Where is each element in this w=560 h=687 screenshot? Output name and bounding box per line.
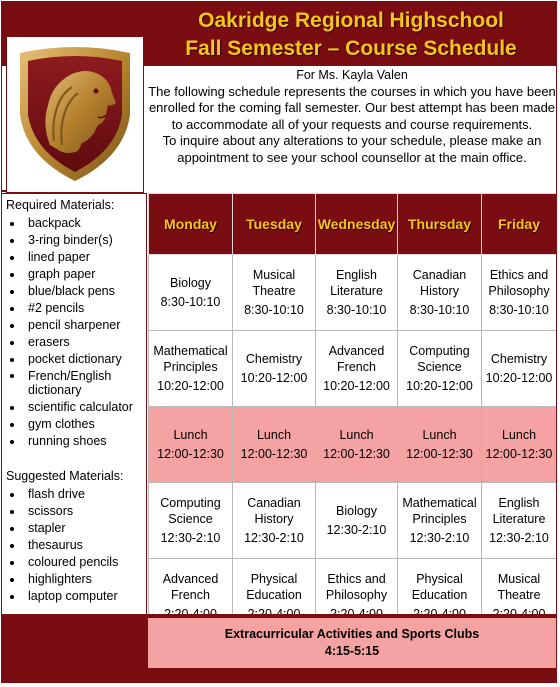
course-name: Advanced French bbox=[328, 343, 385, 375]
course-time: 12:30-2:10 bbox=[160, 530, 221, 545]
day-header-row bbox=[149, 194, 557, 255]
course-time: 10:20-12:00 bbox=[157, 378, 224, 393]
school-logo bbox=[6, 36, 144, 193]
schedule-cell bbox=[149, 331, 233, 407]
course-name: Canadian History bbox=[412, 267, 467, 299]
course-name: Biology bbox=[336, 504, 377, 518]
day-header-wednesday: Wednesday bbox=[316, 194, 398, 255]
material-item: scientific calculator bbox=[2, 399, 143, 416]
schedule-cell bbox=[233, 255, 316, 331]
day-header-tuesday: Tuesday bbox=[233, 194, 316, 255]
intro-text bbox=[148, 66, 556, 190]
schedule-cell bbox=[316, 407, 398, 483]
course-name: Ethics and Philosophy bbox=[325, 571, 388, 603]
course-time: 10:20-12:00 bbox=[485, 370, 553, 385]
course-time: 10:20-12:00 bbox=[323, 378, 390, 393]
material-item: French/English dictionary bbox=[2, 368, 143, 399]
course-time: 8:30-10:10 bbox=[409, 302, 470, 317]
material-item: backpack bbox=[2, 215, 143, 232]
student-name: For Ms. Kayla Valen bbox=[296, 68, 408, 82]
extracurricular-box bbox=[148, 618, 556, 668]
schedule-cell bbox=[316, 255, 398, 331]
schedule-cell bbox=[482, 255, 557, 331]
course-time: 12:30-2:10 bbox=[489, 530, 549, 545]
course-name: Musical Theatre bbox=[252, 267, 296, 299]
material-item: gym clothes bbox=[2, 416, 143, 433]
material-item: 3-ring binder(s) bbox=[2, 232, 143, 249]
schedule-row bbox=[149, 255, 557, 331]
course-name: Computing Science bbox=[409, 343, 470, 375]
schedule-cell bbox=[482, 483, 557, 559]
course-time: 8:30-10:10 bbox=[489, 302, 549, 317]
course-time: 12:00-12:30 bbox=[485, 446, 553, 461]
course-name: English Literature bbox=[330, 267, 383, 299]
course-time: 8:30-10:10 bbox=[244, 302, 304, 317]
material-item: blue/black pens bbox=[2, 283, 143, 300]
school-title: Oakridge Regional Highschool bbox=[198, 9, 504, 32]
schedule-cell bbox=[398, 407, 482, 483]
schedule-page bbox=[1, 1, 557, 683]
material-item: lined paper bbox=[2, 249, 143, 266]
schedule-row bbox=[149, 483, 557, 559]
course-time: 10:20-12:00 bbox=[240, 370, 308, 385]
extracurricular-time: 4:15-5:15 bbox=[324, 644, 380, 658]
materials-panel bbox=[2, 193, 147, 614]
course-time: 12:00-12:30 bbox=[157, 446, 224, 461]
material-item: graph paper bbox=[2, 266, 143, 283]
course-name: Mathematical Principles bbox=[153, 343, 228, 375]
material-item: coloured pencils bbox=[2, 554, 143, 571]
course-name: Lunch bbox=[256, 428, 292, 442]
day-header-friday: Friday bbox=[482, 194, 557, 255]
schedule-cell bbox=[316, 483, 398, 559]
material-item: #2 pencils bbox=[2, 300, 143, 317]
schedule-cell bbox=[482, 331, 557, 407]
course-name: Computing Science bbox=[160, 495, 221, 527]
schedule-cell bbox=[149, 483, 233, 559]
material-item: thesaurus bbox=[2, 537, 143, 554]
suggested-materials-heading: Suggested Materials: bbox=[6, 469, 124, 483]
schedule-cell bbox=[398, 483, 482, 559]
suggested-materials-list bbox=[2, 486, 143, 605]
course-name: Musical Theatre bbox=[497, 571, 541, 603]
day-header-monday: Monday bbox=[149, 194, 233, 255]
schedule-table bbox=[148, 193, 557, 635]
required-materials-heading: Required Materials: bbox=[6, 198, 115, 212]
course-name: Physical Education bbox=[411, 571, 468, 603]
course-time: 12:00-12:30 bbox=[240, 446, 308, 461]
required-materials-list bbox=[2, 215, 143, 450]
material-item: scissors bbox=[2, 503, 143, 520]
course-time: 8:30-10:10 bbox=[160, 294, 221, 309]
divider bbox=[2, 190, 6, 192]
extracurricular-title: Extracurricular Activities and Sports Clubs bbox=[224, 627, 480, 641]
schedule-cell bbox=[149, 255, 233, 331]
lion-crest-icon bbox=[12, 45, 138, 185]
course-time: 8:30-10:10 bbox=[326, 302, 387, 317]
schedule-cell bbox=[316, 331, 398, 407]
course-name: Lunch bbox=[173, 428, 208, 442]
material-item: running shoes bbox=[2, 433, 143, 450]
material-item: highlighters bbox=[2, 571, 143, 588]
course-name: Mathematical Principles bbox=[402, 495, 477, 527]
schedule-cell bbox=[233, 407, 316, 483]
course-name: Biology bbox=[170, 276, 211, 290]
course-time: 12:30-2:10 bbox=[244, 530, 304, 545]
course-name: Chemistry bbox=[490, 352, 548, 366]
course-name: Physical Education bbox=[246, 571, 302, 603]
schedule-row bbox=[149, 331, 557, 407]
course-name: Chemistry bbox=[245, 352, 303, 366]
course-time: 12:00-12:30 bbox=[323, 446, 390, 461]
material-item: stapler bbox=[2, 520, 143, 537]
course-time: 12:30-2:10 bbox=[326, 522, 387, 537]
course-name: Lunch bbox=[339, 428, 374, 442]
course-name: English Literature bbox=[492, 495, 546, 527]
course-name: Advanced French bbox=[162, 571, 219, 603]
intro-paragraph-2: To inquire about any alterations to your schedule, please make an appointment to see your school counsellor at the main office. bbox=[162, 133, 542, 165]
intro-paragraph-1: The following schedule represents the courses in which you have been enrolled for the coming fall semester. Our best attempt has been made to accommodate all of your requests and course requirements. bbox=[148, 83, 556, 132]
course-name: Ethics and Philosophy bbox=[488, 267, 550, 299]
schedule-cell bbox=[398, 255, 482, 331]
material-item: flash drive bbox=[2, 486, 143, 503]
schedule-cell bbox=[482, 407, 557, 483]
course-time: 12:00-12:30 bbox=[406, 446, 473, 461]
day-header-thursday: Thursday bbox=[398, 194, 482, 255]
course-time: 12:30-2:10 bbox=[409, 530, 470, 545]
material-item: pocket dictionary bbox=[2, 351, 143, 368]
material-item: pencil sharpener bbox=[2, 317, 143, 334]
material-item: erasers bbox=[2, 334, 143, 351]
course-time: 10:20-12:00 bbox=[406, 378, 473, 393]
schedule-cell bbox=[233, 331, 316, 407]
course-name: Canadian History bbox=[247, 495, 301, 527]
schedule-cell bbox=[398, 331, 482, 407]
schedule-title: Fall Semester – Course Schedule bbox=[185, 37, 517, 60]
schedule-row bbox=[149, 407, 557, 483]
schedule-cell bbox=[233, 483, 316, 559]
course-name: Lunch bbox=[422, 428, 457, 442]
course-name: Lunch bbox=[501, 428, 537, 442]
schedule-cell bbox=[149, 407, 233, 483]
material-item: laptop computer bbox=[2, 588, 143, 605]
